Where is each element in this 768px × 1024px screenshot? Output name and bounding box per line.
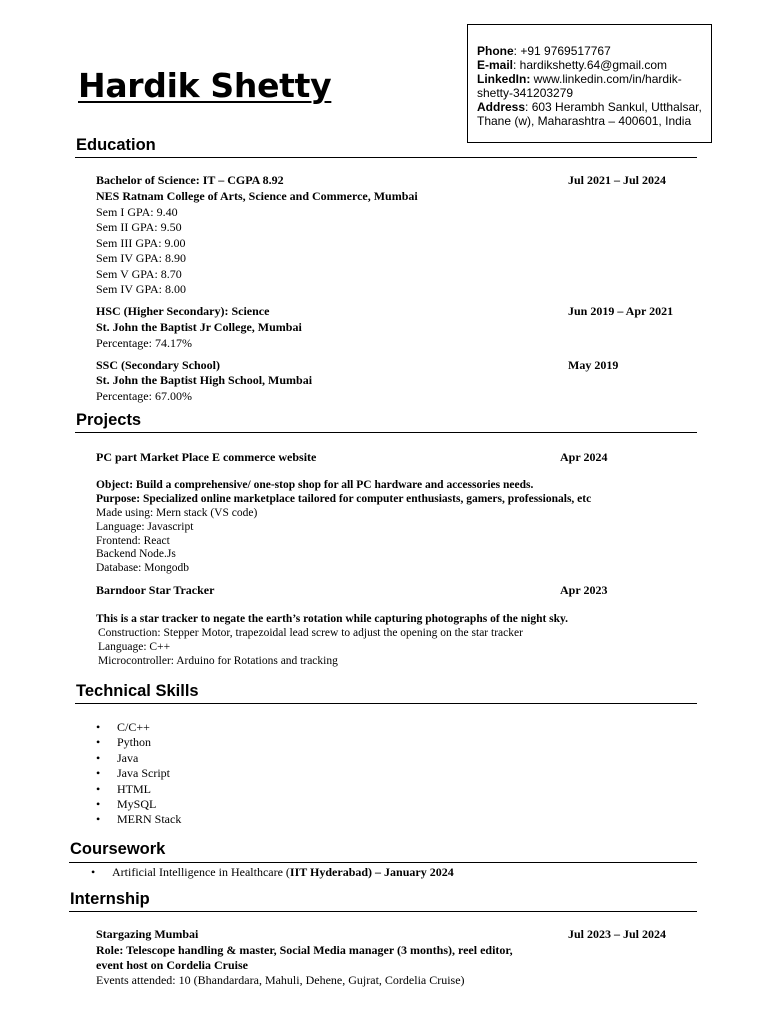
projects-heading: Projects bbox=[76, 411, 142, 429]
ssc-college: St. John the Baptist High School, Mumbai bbox=[96, 373, 313, 387]
internship-dates: Jul 2023 – Jul 2024 bbox=[568, 927, 667, 941]
contact-address: Address: 603 Herambh Sankul, Utthalsar, bbox=[477, 100, 702, 114]
project2-name: Barndoor Star Tracker bbox=[96, 583, 215, 597]
sem-gpa: Sem I GPA: 9.40 bbox=[96, 205, 178, 219]
hsc-degree: HSC (Higher Secondary): Science bbox=[96, 304, 270, 318]
hsc-college: St. John the Baptist Jr College, Mumbai bbox=[96, 320, 302, 334]
education-heading: Education bbox=[76, 136, 156, 154]
internship-events: Events attended: 10 (Bhandardara, Mahuli, Dehene, Gujrat, Cordelia Cruise) bbox=[96, 973, 465, 987]
coursework-heading: Coursework bbox=[70, 840, 166, 858]
skills-list bbox=[96, 720, 181, 828]
skill-item: • MERN Stack bbox=[96, 812, 181, 827]
sem-gpa: Sem IV GPA: 8.90 bbox=[96, 251, 187, 265]
sem-gpa: Sem II GPA: 9.50 bbox=[96, 220, 182, 234]
bsc-college: NES Ratnam College of Arts, Science and Commerce, Mumbai bbox=[96, 189, 418, 203]
project2-detail: Microcontroller: Arduino for Rotations and tracking bbox=[98, 655, 338, 667]
contact-linkedin: LinkedIn: www.linkedin.com/in/hardik- bbox=[477, 72, 682, 86]
hsc-percentage: Percentage: 74.17% bbox=[96, 336, 192, 350]
internship-role-cont: event host on Cordelia Cruise bbox=[96, 958, 248, 972]
candidate-name: Hardik Shetty bbox=[78, 66, 332, 105]
ssc-dates: May 2019 bbox=[568, 358, 619, 372]
internship-rule bbox=[69, 911, 697, 912]
skill-item: • Python bbox=[96, 735, 181, 750]
project2-detail: Construction: Stepper Motor, trapezoidal lead screw to adjust the opening on the star tracker bbox=[98, 627, 523, 639]
internship-role: Role: Telescope handling & master, Social Media manager (3 months), reel editor, bbox=[96, 943, 513, 957]
project1-detail: Database: Mongodb bbox=[96, 562, 189, 574]
coursework-list bbox=[91, 865, 454, 880]
sem-gpa: Sem V GPA: 8.70 bbox=[96, 267, 182, 281]
project1-name: PC part Market Place E commerce website bbox=[96, 450, 317, 464]
project1-object: Object: Build a comprehensive/ one-stop shop for all PC hardware and accessories needs. bbox=[96, 479, 534, 491]
projects-rule bbox=[75, 432, 697, 433]
education-rule bbox=[75, 157, 697, 158]
skill-item: • C/C++ bbox=[96, 720, 181, 735]
email-link[interactable]: : hardikshetty.64@gmail.com bbox=[513, 58, 668, 72]
coursework-rule bbox=[69, 862, 697, 863]
project1-detail: Backend Node.Js bbox=[96, 548, 176, 560]
project1-detail: Made using: Mern stack (VS code) bbox=[96, 507, 258, 519]
project2-desc: This is a star tracker to negate the earth’s rotation while capturing photographs of the night sky. bbox=[96, 613, 569, 625]
sem-gpa: Sem IV GPA: 8.00 bbox=[96, 282, 187, 296]
ssc-degree: SSC (Secondary School) bbox=[96, 358, 221, 372]
internship-company: Stargazing Mumbai bbox=[96, 927, 199, 941]
skill-item: • Java bbox=[96, 751, 181, 766]
internship-heading: Internship bbox=[70, 890, 150, 908]
contact-box bbox=[467, 24, 712, 143]
hsc-dates: Jun 2019 – Apr 2021 bbox=[568, 304, 674, 318]
project2-detail: Language: C++ bbox=[98, 641, 171, 653]
bsc-degree: Bachelor of Science: IT – CGPA 8.92 bbox=[96, 173, 284, 187]
bsc-dates: Jul 2021 – Jul 2024 bbox=[568, 173, 667, 187]
skill-item: • HTML bbox=[96, 782, 181, 797]
skill-item: • Java Script bbox=[96, 766, 181, 781]
skills-heading: Technical Skills bbox=[76, 682, 199, 700]
skill-item: • MySQL bbox=[96, 797, 181, 812]
project1-date: Apr 2024 bbox=[560, 450, 608, 464]
project1-detail: Language: Javascript bbox=[96, 521, 194, 533]
skills-rule bbox=[75, 703, 697, 704]
linkedin-link[interactable]: www.linkedin.com/in/hardik- bbox=[530, 72, 682, 86]
project1-detail: Frontend: React bbox=[96, 535, 170, 547]
project2-date: Apr 2023 bbox=[560, 583, 608, 597]
ssc-percentage: Percentage: 67.00% bbox=[96, 389, 192, 403]
sem-gpa: Sem III GPA: 9.00 bbox=[96, 236, 186, 250]
contact-address-cont: Thane (w), Maharashtra – 400601, India bbox=[477, 114, 692, 128]
contact-email: E-mail: hardikshetty.64@gmail.com bbox=[477, 58, 668, 72]
course-item: • Artificial Intelligence in Healthcare (IIT Hyderabad) – January 2024 bbox=[91, 865, 454, 880]
contact-phone: Phone: +91 9769517767 bbox=[477, 44, 611, 58]
contact-linkedin-cont[interactable]: shetty-341203279 bbox=[477, 86, 574, 100]
project1-purpose: Purpose: Specialized online marketplace tailored for computer enthusiasts, gamers, professionals, etc bbox=[96, 493, 592, 505]
